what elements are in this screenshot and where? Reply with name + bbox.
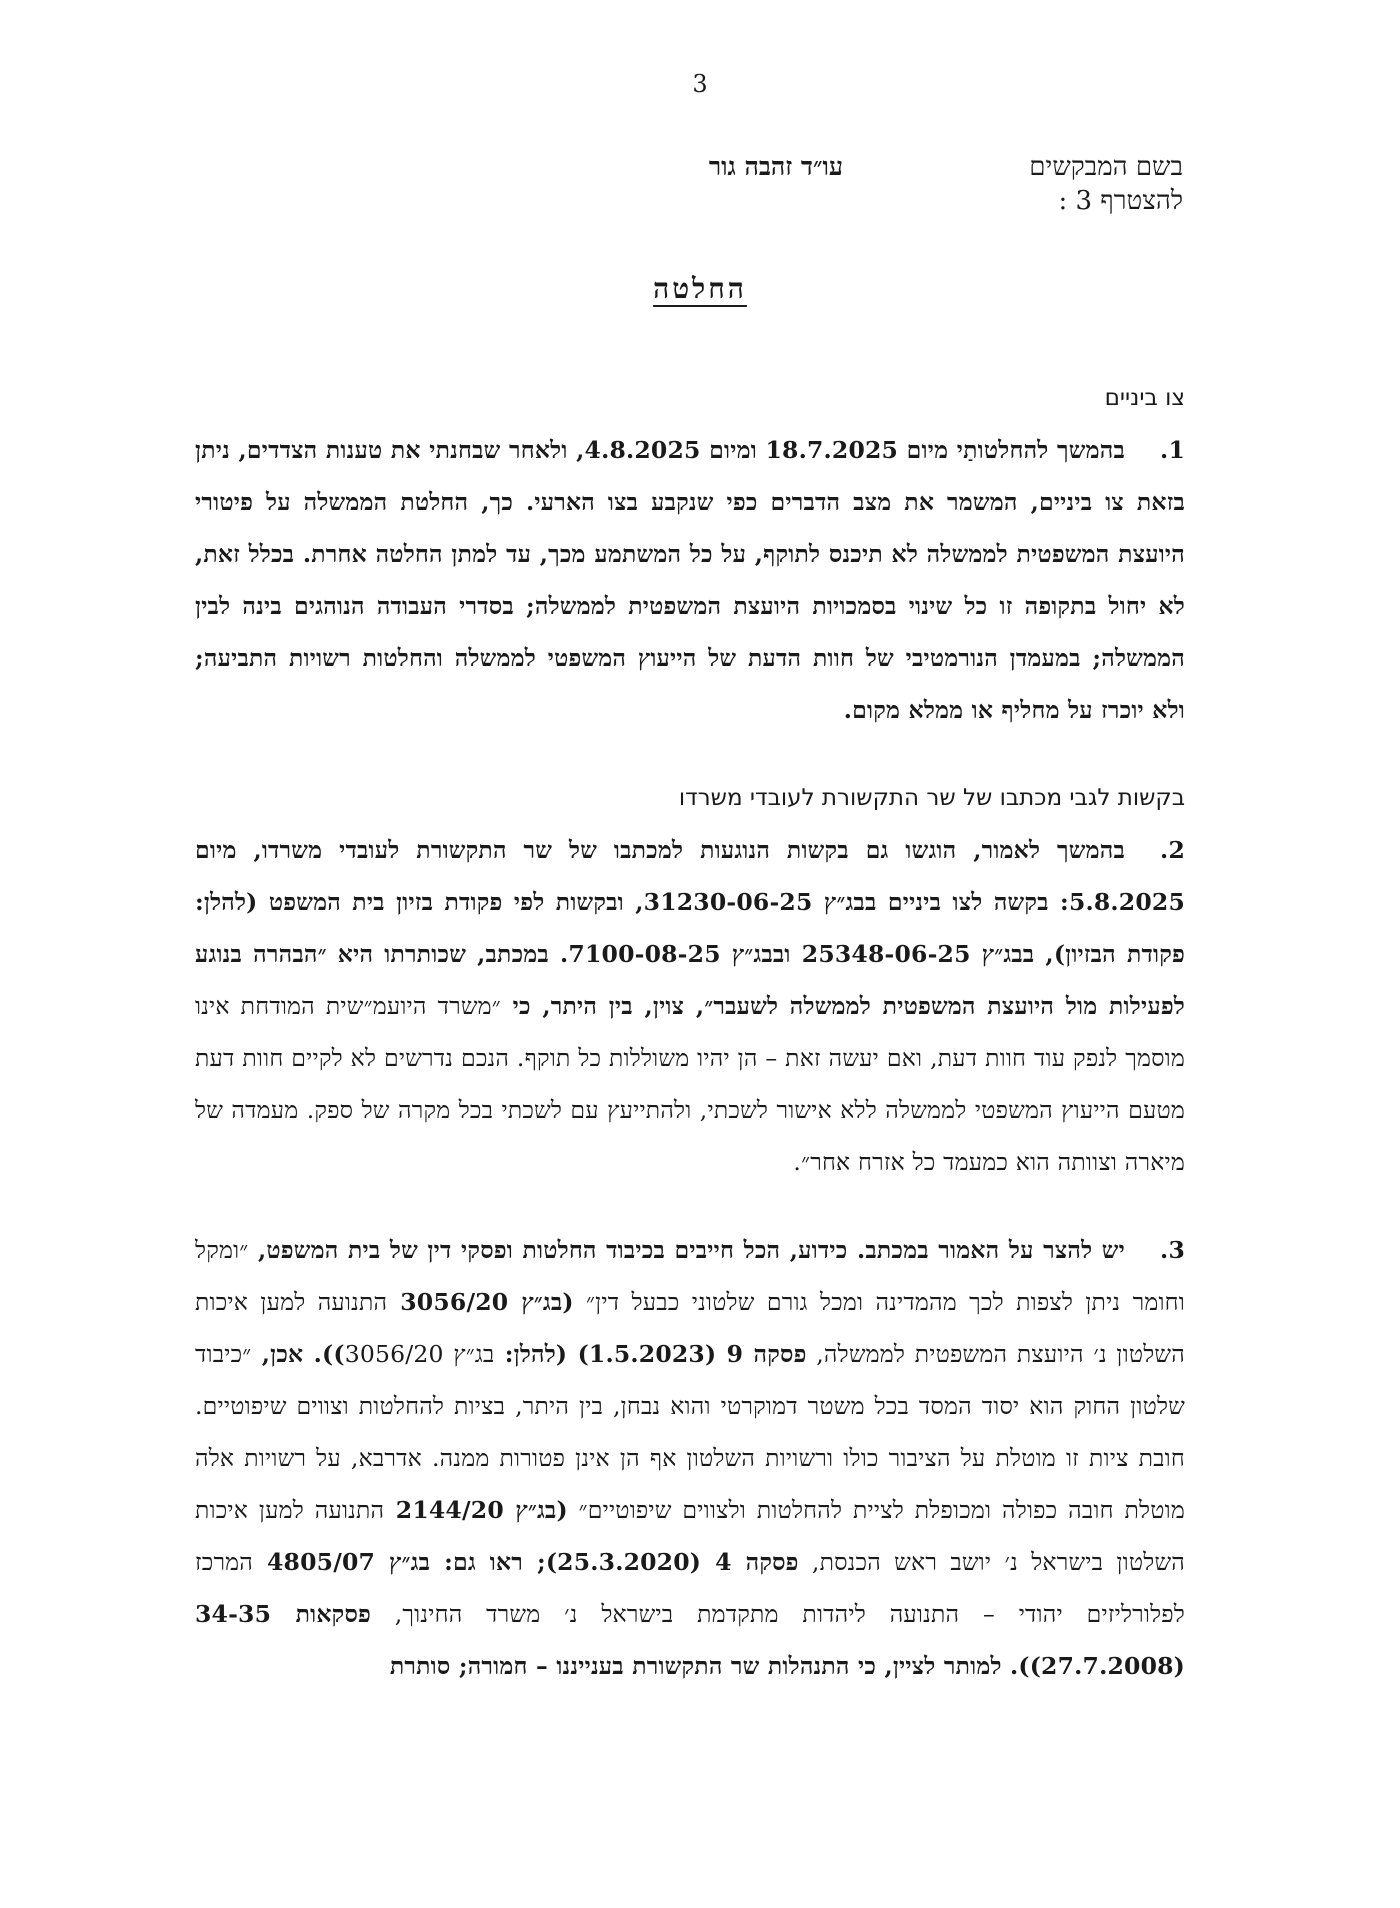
paragraph-3 <box>195 1224 1185 1692</box>
citation-text: (בג״ץ 2144/20 <box>384 1496 568 1524</box>
section-heading-interim-order: צו ביניים <box>1104 385 1185 411</box>
paragraph-number: 3. <box>1160 1236 1185 1264</box>
paragraph-text: בהמשך להחלטותַי מיום 18.7.2025 ומיום 4.8.2025, ולאחר שבחנתי את טענות הצדדים, ניתן בזאת צו ביניים, המשמר את מצב הדברים כפי שנקבע בצו הארעי. כך, החלטת הממשלה על פיטורי היועצת המשפטית לממשלה לא תיכנס לתוקף, על כל המשתמע מכך, עד למתן החלטה אחרת. בכלל זאת, לא יחול בתקופה זו כל שינוי בסמכויות היועצת המשפטית לממשלה; בסדרי העבודה הנוהגים בינה לבין הממשלה; במעמדן הנורמטיבי של חוות הדעת של הייעוץ המשפטי לממשלה והחלטות רשויות התביעה; ולא יוכרז על מחליף או ממלא מקום. <box>195 436 1185 724</box>
paragraph-number: 2. <box>1160 836 1185 864</box>
page-number: 3 <box>692 70 708 98</box>
quote-text: ״כיבוד שלטון החוק הוא יסוד המסד בכל משטר דמוקרטי והוא נבחן, בין היתר, בציות להחלטות וצווים שיפוטיים. חובת ציות זו מוטלת על הציבור כולו ורשויות השלטון אף הן אינן פטורות ממנה. אדרבא, על רשויות אלה מוטלת חובה כפולה ומכופלת לציית להחלטות ולצווים שיפוטיים״ <box>195 1340 1185 1524</box>
on-behalf-of <box>1029 150 1183 218</box>
section-heading-minister-letter: בקשות לגבי מכתבו של שר התקשורת לעובדי משרדו <box>678 785 1185 811</box>
paragraph-text: )). אכן, <box>251 1340 345 1368</box>
lawyer-name: עו״ד זהבה גור <box>708 152 843 181</box>
case-short-name: בג״ץ 3056/20 <box>344 1340 495 1368</box>
paragraph-text: פסקאות 34-35 (27.7.2008)). למותר לציין, כי התנהלות שר התקשורת בענייננו – חמורה; סותרת <box>195 1600 1185 1680</box>
case-name: התנועה למען איכות השלטון נ׳ היועצת המשפטית לממשלה, <box>195 1288 1185 1368</box>
paragraph-number: 1. <box>1160 436 1185 464</box>
case-name: התנועה למען איכות השלטון בישראל נ׳ יושב ראש הכנסת, <box>195 1496 1185 1576</box>
document-body <box>195 372 1185 1692</box>
paragraph-2 <box>195 824 1185 1188</box>
signature-block <box>183 150 1183 230</box>
paragraph-1 <box>195 424 1185 736</box>
citation-text: פסקה 4 (25.3.2020); ראו גם: בג״ץ 4805/07 <box>253 1548 799 1576</box>
quoted-letter-text: ״משרד היועמ״שית המודחת אינו מוסמך לנפק עוד חוות דעת, ואם יעשה זאת – הן יהיו משוללות כל תוקף. הנכם נדרשים לא לקיים חוות דעת מטעם הייעוץ המשפטי לממשלה ללא אישור לשכתי, ולהתייעץ עם לשכתי בכל מקרה של ספק. מעמדה של מיארה וצוותה הוא כמעמד כל אזרח אחר״. <box>195 992 1185 1176</box>
citation-text: פסקה 9 (1.5.2023) (להלן: <box>494 1340 807 1368</box>
document-title: החלטה <box>653 272 747 305</box>
paragraph-text: יש להצר על האמור במכתב. כידוע, הכל חייבים בכיבוד החלטות ופסקי דין של בית המשפט, <box>248 1236 1125 1264</box>
on-behalf-of-line2: להצטרף 3 : <box>1058 186 1183 216</box>
citation-text: (בג״ץ 3056/20 <box>387 1288 574 1316</box>
on-behalf-of-line1: בשם המבקשים <box>1029 152 1183 182</box>
case-name: המרכז לפלורליזים יהודי – התנועה ליהדות מתקדמת בישראל נ׳ משרד החינוך, <box>195 1548 1185 1628</box>
paragraph-text: בהמשך לאמור, הוגשו גם בקשות הנוגעות למכתבו של שר התקשורת לעובדי משרדו, מיום 5.8.2025: בקשה לצו ביניים בבג״ץ 31230-06-25, ובקשות לפי פקודת בזיון בית המשפט (להלן: פקודת הבזיון), בבג״ץ 25348-06-25 ובבג״ץ 7100-08-25. במכתב, שכותרתו היא ״הבהרה בנוגע לפעילות מול היועצת המשפטית לממשלה לשעבר״, צוין, בין היתר, כי <box>195 836 1186 1020</box>
quote-text: ״ומקל וחומר ניתן לצפות לכך מהמדינה ומכל גורם שלטוני כבעל דין״ <box>195 1236 1185 1316</box>
